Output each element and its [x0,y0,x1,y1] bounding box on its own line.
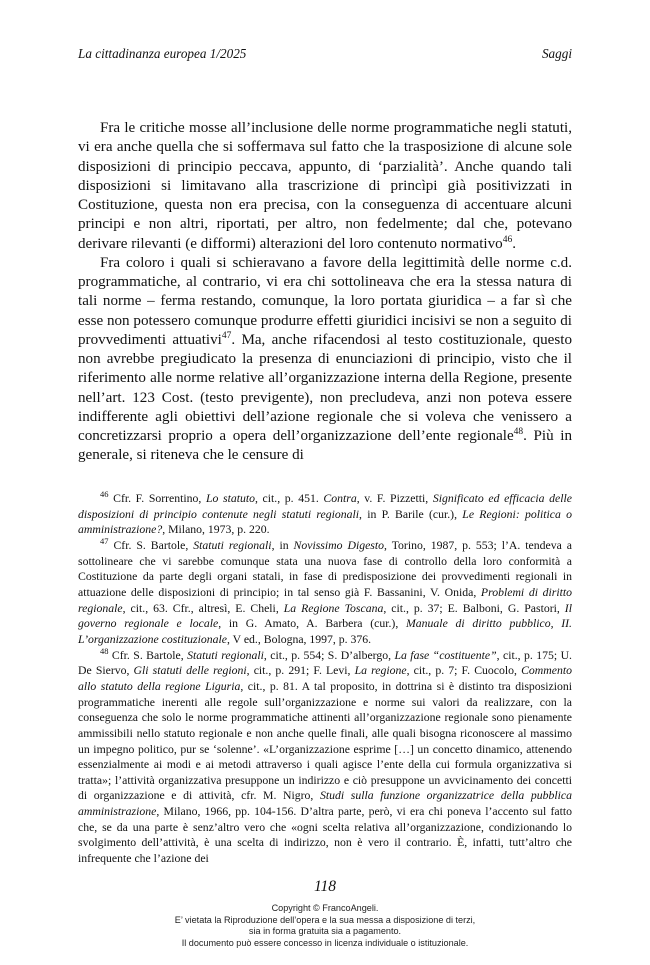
citation-title: Statuti regionali [187,648,264,662]
footnote-text: , Torino, 1987, p. 553; l’A. tendeva a sottolineare che vi sarebbe comunque stata una nuova fase di controllo della loro conformità a Costituzione da parte degli organi statali, in fase di predisposizione dei provvedimenti regionali in attuazione delle disposizioni di principio; in tal senso già F. Bassanini, V. Onida, [78,538,572,599]
citation-title: Studi sulla funzione organizzatrice della pubblica amministrazione [78,789,572,819]
paragraph: Fra le critiche mosse all’inclusione delle norme programmatiche negli statuti, vi era anche quella che si soffermava sul fatto che la trasposizione di alcune sole disposizioni di principio peccava, appunto, di ‘parzialità’. Anche quando tali disposizioni si limitavano alla trascrizione di princìpi già positivizzati in Costituzione, questa non era precisa, con la conseguenza di accentuare alcuni principi e non altri, riportati, per altro, non fedelmente; dal che, potevano derivare rilevanti (e difformi) alterazioni del loro contenuto normativo$^{46}$. [78,120,572,252]
copyright-line: E’ vietata la Riproduzione dell’opera e la sua messa a disposizione di terzi, [174,914,476,925]
citation-title: Contra [323,492,357,505]
footnote-ref[interactable]: 47 [221,330,232,341]
footnote-text: , cit., p. 554; S. D’albergo, [263,648,395,662]
citation-title: Problemi di diritto regionale [78,585,572,615]
main-text [78,119,572,466]
footnote-text: Cfr. S. Bartole, [108,538,194,552]
section-label: Saggi [541,46,572,61]
footnote-text: , cit., p. 291; F. Levi, [246,664,355,678]
paragraph-text: . Ma, anche rifacendosi al testo costituzionale, questo non avrebbe pregiudicato la presenza di enunciazioni di principio, visto che il riferimento alle norme relative all’organizzazione interna della Regione, presente nell’art. 123 Cost. (testo previgente), non precludeva, anzi non poteva essere indifferente agli obiettivi dell’azione regionale che si voleva che venissero a concretizzarsi proprio a opera dell’organizzazione dell’ente regionale [78,331,572,444]
paragraph-text: . Più in generale, si riteneva che le censure di [78,428,572,464]
citation-title: La Regione Toscana [283,601,384,615]
footnote-text: , v. F. Pizzetti, [356,492,433,505]
copyright-line: Copyright © FrancoAngeli. [271,903,379,913]
page-number: 118 [313,878,337,895]
journal-title: La cittadinanza europea 1/2025 [78,46,247,61]
copyright-line: Il documento può essere concesso in licenza individuale o istituzionale. [181,937,469,948]
citation-title: Commento allo statuto della regione Liguria [78,664,572,693]
citation-title: Gli statuti delle regioni [133,664,247,678]
citation-title: Statuti regionali [193,538,272,552]
footnote-ref[interactable]: 46 [502,234,513,245]
footnote-48 [78,645,573,867]
footnotes [78,491,572,867]
footnote-text: , cit., p. 37; E. Balboni, G. Pastori, [383,601,565,615]
footnote-text: , in G. Amato, A. Barbera (cur.), [218,617,407,631]
footnote-text: Cfr. F. Sorrentino, [108,492,206,505]
citation-title: Novissimo Digesto [293,538,385,552]
footnote-text: , cit., p. 451. [255,492,324,505]
footnote-46 [78,491,572,538]
running-header [78,46,572,66]
citation-title: La fase “costituente” [394,648,497,662]
footnote-number: 48 [100,645,109,656]
citation-title: Manuale di diritto pubblico, II. L’organizzazione costituzionale [78,617,572,646]
copyright-line: sia in forma gratuita sia a pagamento. [248,926,402,937]
citation-title: Le Regioni: politica o amministrazione? [78,507,572,537]
footnote-text: Cfr. S. Bartole, [108,648,188,662]
footnote-ref[interactable]: 48 [513,426,524,437]
footnote-text: , Milano, 1966, pp. 104-156. D’altra parte, però, vi era chi poneva l’accento sul fatto che, se da una parte è senz’altro vero che «ogni scelta relativa all’organizzazione, condizionando lo svolgimento dell’attività, è una scelta di indirizzo, non è vero il contrario. È, infatti, tutt’altro che infrequente che l’azione dei [78,805,572,866]
footnote-text: , cit., 63. Cfr., altresì, E. Cheli, [122,601,284,615]
footnote-text: , Milano, 1973, p. 220. [162,523,270,537]
citation-title: La regione [354,664,407,678]
footnote-text: , V ed., Bologna, 1997, p. 376. [226,632,372,646]
footnote-number: 47 [100,536,109,547]
footnote-number: 46 [100,489,109,500]
footnote-text: , cit., p. 7; F. Cuocolo, [406,664,522,678]
copyright-notice [0,903,650,949]
footnote-text: , in P. Barile (cur.), [359,507,463,521]
paragraph-text: Fra le critiche mosse all’inclusione delle norme programmatiche negli statuti, vi era anche quella che si soffermava sul fatto che la trasposizione di alcune sole disposizioni di principio peccava, appunto, di ‘parzialità’. Anche quando tali disposizioni si limitavano alla trascrizione di princìpi già positivizzati in Costituzione, questa non era precisa, con la conseguenza di accentuare alcuni principi e non altri, riportati, per altro, non fedelmente; dal che, potevano derivare rilevanti (e difformi) alterazioni del loro contenuto normativo [78,120,572,252]
citation-title: Il governo regionale e locale [78,601,572,631]
footnote-text: , cit., p. 81. A tal proposito, in dottrina si è distinto tra disposizioni programmatiche inerenti alle regole sull’organizzazione e norme sui valori da realizzare, con la conseguenza che solo le norme programmatiche attinenti all’organizzazione regionale sono pienamente ammissibili nello statuto regionale e non anche quelle finali, alle quali bisogna riconoscere al massimo un impegno politico, pur se ‘solenne’. «L’organizzazione esprime […] un concetto dinamico, attenendo essenzialmente ai modi e ai metodi attraverso i quali agisce l’ente della cui formula organizzativa si tratta»; l’attività organizzativa presuppone un indirizzo e ciò presuppone un avvicinamento dei concetti di organizzazione e di attività, cfr. M. Nigro, [78,679,573,803]
paragraph-text: Fra coloro i quali si schieravano a favore della legittimità delle norme c.d. programmatiche, al contrario, vi era chi sottolineava che era la stessa natura di tali norme – ferma restando, comunque, la loro portata giuridica – a far sì che esse non potessero comunque produrre effetti giuridici incisivi se non a seguito di provvedimenti attuativi [78,254,572,348]
paragraph [78,254,572,466]
footnote-47 [78,538,572,648]
citation-title: Lo statuto [205,492,255,505]
footnote-text: , in [271,538,294,552]
footnote-text: , cit., p. 175; U. De Siervo, [78,648,572,678]
citation-title: Significato ed efficacia delle disposizioni di principio contenute negli statuti regionali [78,492,572,521]
